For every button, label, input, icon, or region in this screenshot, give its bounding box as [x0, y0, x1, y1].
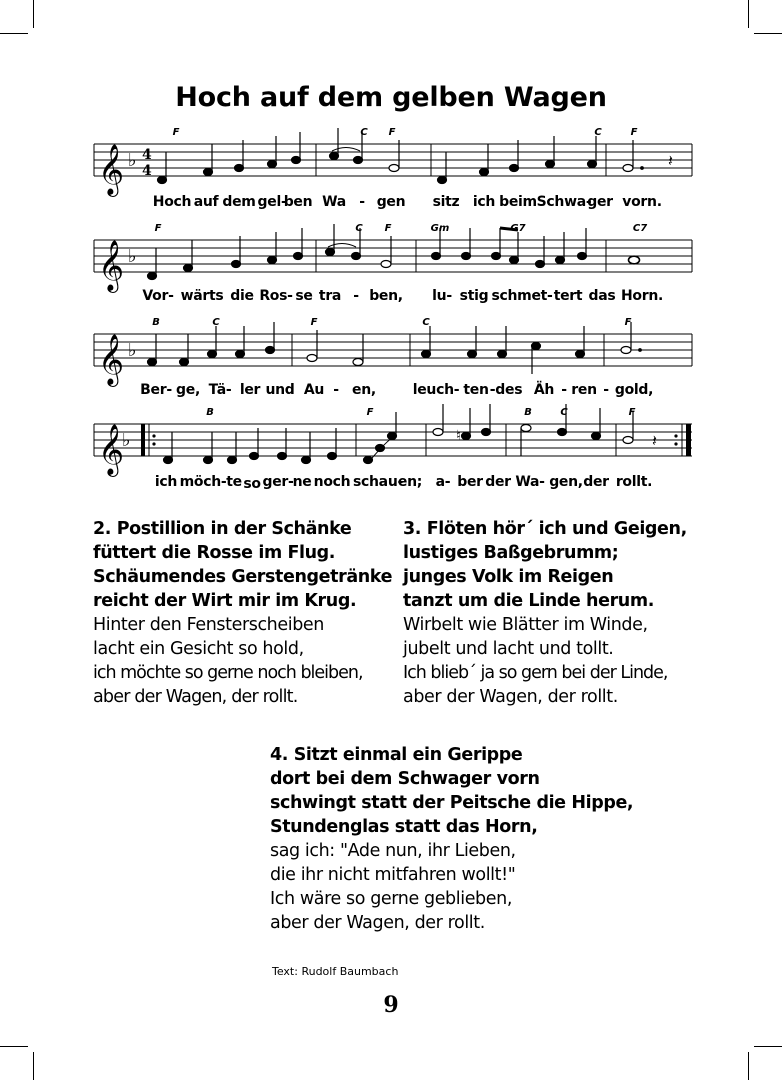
- verse-line: aber der Wagen, der rollt.: [93, 687, 298, 707]
- verse-line: aber der Wagen, der rollt.: [270, 913, 485, 933]
- svg-text:𝄞: 𝄞: [98, 424, 125, 475]
- lyric-syllable: Hoch: [152, 194, 192, 210]
- verse-line: ich möchte so gerne noch bleiben,: [93, 663, 363, 683]
- chord-symbol: F: [154, 223, 162, 234]
- lyric-syllable: dem: [222, 194, 256, 210]
- svg-text:𝄞: 𝄞: [98, 240, 125, 291]
- lyric-syllable: und: [265, 382, 295, 398]
- lyric-syllable: der: [485, 474, 511, 490]
- lyric-syllable: Wa-: [515, 474, 545, 490]
- svg-text:♭: ♭: [128, 340, 137, 361]
- chord-symbol: B: [206, 407, 214, 418]
- verse-line: reicht der Wirt mir im Krug.: [93, 591, 357, 611]
- crop-mark: [33, 1052, 34, 1080]
- chord-symbol: F: [310, 317, 318, 328]
- crop-mark: [33, 0, 34, 28]
- lyric-syllable: Ber-: [140, 382, 172, 398]
- svg-text:𝄽: 𝄽: [652, 431, 657, 450]
- lyric-syllable: Au: [303, 382, 325, 398]
- lyric-syllable: wärts: [180, 288, 224, 304]
- chord-symbol: F: [630, 127, 638, 138]
- lyric-syllable: tert: [553, 288, 583, 304]
- lyric-syllable: so: [243, 476, 261, 492]
- chord-symbol: Gm: [430, 223, 450, 234]
- lyric-syllable: ler: [239, 382, 261, 398]
- chord-symbol: C: [560, 407, 568, 418]
- verse-line: sag ich: "Ade nun, ihr Lieben,: [270, 841, 516, 861]
- svg-text:4: 4: [142, 147, 152, 163]
- svg-text:𝄽: 𝄽: [668, 151, 673, 170]
- music-system-2: [86, 218, 700, 318]
- lyric-syllable: -: [603, 382, 609, 398]
- chord-symbol: C: [594, 127, 602, 138]
- chord-symbol: F: [624, 317, 632, 328]
- music-system-1: [86, 122, 700, 222]
- svg-text:𝄞: 𝄞: [98, 144, 125, 195]
- verse-2: [93, 517, 392, 709]
- lyric-syllable: a-: [435, 474, 451, 490]
- crop-mark: [754, 1046, 782, 1047]
- lyric-syllable: -: [353, 288, 359, 304]
- lyric-syllable: ten: [463, 382, 489, 398]
- verse-line: lustiges Baßgebrumm;: [403, 543, 619, 563]
- page-number: 9: [383, 992, 399, 1018]
- lyric-syllable: der: [583, 474, 609, 490]
- lyric-syllable: gen,: [549, 474, 583, 490]
- lyric-syllable: Wa: [322, 194, 346, 210]
- lyric-syllable: -des: [489, 382, 523, 398]
- crop-mark: [0, 33, 28, 34]
- verse-line: Ich wäre so gerne geblieben,: [270, 889, 512, 909]
- lyric-syllable: beim: [499, 194, 537, 210]
- chord-symbol: F: [384, 223, 392, 234]
- chord-symbol: C: [360, 127, 368, 138]
- lyric-syllable: sitz: [432, 194, 460, 210]
- verse-line: tanzt um die Linde herum.: [403, 591, 654, 611]
- svg-text:𝄞: 𝄞: [98, 334, 125, 385]
- lyric-syllable: noch: [313, 474, 351, 490]
- lyric-syllable: ger-: [262, 474, 294, 490]
- lyric-syllable: -: [359, 194, 365, 210]
- verse-line: Ich blieb´ ja so gern bei der Linde,: [403, 663, 668, 683]
- lyric-syllable: Tä-: [208, 382, 232, 398]
- chord-symbol: F: [388, 127, 396, 138]
- lyric-syllable: en;: [397, 474, 423, 490]
- verse-line: füttert die Rosse im Flug.: [93, 543, 336, 563]
- text-credit: Text: Rudolf Baumbach: [272, 965, 399, 978]
- verse-line: lacht ein Gesicht so hold,: [93, 639, 304, 659]
- verse-line: 4. Sitzt einmal ein Gerippe: [270, 745, 523, 765]
- lyric-syllable: -: [333, 382, 339, 398]
- verse-line: 2. Postillion in der Schänke: [93, 519, 352, 539]
- chord-symbol: B: [152, 317, 160, 328]
- crop-mark: [0, 1046, 28, 1047]
- crop-mark: [754, 33, 782, 34]
- crop-mark: [748, 0, 749, 28]
- lyric-syllable: ren: [571, 382, 597, 398]
- lyric-syllable: das: [588, 288, 616, 304]
- lyric-syllable: tra: [318, 288, 342, 304]
- music-system-4: [86, 402, 700, 502]
- chord-symbol: C: [422, 317, 430, 328]
- lyric-syllable: gen: [376, 194, 406, 210]
- verse-3: [403, 517, 687, 709]
- verse-line: junges Volk im Reigen: [403, 567, 614, 587]
- lyric-syllable: Horn.: [620, 288, 664, 304]
- lyric-syllable: schmet-: [491, 288, 553, 304]
- verse-4: [270, 743, 633, 935]
- lyric-syllable: Äh: [533, 382, 555, 398]
- verse-line: Stundenglas statt das Horn,: [270, 817, 538, 837]
- lyric-syllable: -: [561, 382, 567, 398]
- chord-symbol: C: [212, 317, 220, 328]
- chord-symbol: F: [172, 127, 180, 138]
- svg-text:♭: ♭: [122, 430, 131, 451]
- lyric-syllable: ich: [154, 474, 178, 490]
- svg-text:♭: ♭: [128, 150, 137, 171]
- lyric-syllable: te: [226, 474, 242, 490]
- lyric-syllable: rollt.: [615, 474, 653, 490]
- lyric-syllable: ben: [283, 194, 313, 210]
- lyric-syllable: leuch-: [412, 382, 460, 398]
- lyric-syllable: lu-: [432, 288, 452, 304]
- lyric-syllable: schau-: [352, 474, 404, 490]
- lyric-syllable: ne: [292, 474, 312, 490]
- lyric-syllable: en,: [352, 382, 376, 398]
- verse-line: jubelt und lacht und tollt.: [403, 639, 614, 659]
- lyric-syllable: gel-: [257, 194, 287, 210]
- lyric-syllable: Vor-: [142, 288, 174, 304]
- lyric-syllable: vorn.: [622, 194, 662, 210]
- lyric-syllable: ich: [472, 194, 496, 210]
- svg-text:♮: ♮: [456, 428, 462, 444]
- chord-symbol: B: [524, 407, 532, 418]
- verse-line: die ihr nicht mitfahren wollt!": [270, 865, 516, 885]
- verse-line: aber der Wagen, der rollt.: [403, 687, 618, 707]
- music-system-3: [86, 312, 700, 412]
- lyric-syllable: ber: [457, 474, 483, 490]
- verse-line: dort bei dem Schwager vorn: [270, 769, 540, 789]
- chord-symbol: C: [355, 223, 363, 234]
- lyric-syllable: Ros-: [259, 288, 293, 304]
- verse-line: schwingt statt der Peitsche die Hippe,: [270, 793, 634, 813]
- chord-symbol: C7: [632, 223, 648, 234]
- verse-line: 3. Flöten hör´ ich und Geigen,: [403, 519, 687, 539]
- crop-mark: [748, 1052, 749, 1080]
- svg-text:4: 4: [142, 163, 152, 179]
- lyric-syllable: stig: [459, 288, 489, 304]
- verse-line: Schäumendes Gerstengetränke: [93, 567, 393, 587]
- chord-symbol: G7: [510, 223, 526, 234]
- lyric-syllable: Schwa-: [536, 194, 592, 210]
- verse-line: Hinter den Fensterscheiben: [93, 615, 324, 635]
- chord-symbol: F: [628, 407, 636, 418]
- lyric-syllable: ger: [587, 194, 613, 210]
- song-title: Hoch auf dem gelben Wagen: [175, 82, 607, 113]
- lyric-syllable: möch-: [179, 474, 227, 490]
- chord-symbol: F: [366, 407, 374, 418]
- lyric-syllable: gold,: [614, 382, 654, 398]
- lyric-syllable: se: [295, 288, 313, 304]
- lyric-syllable: die: [230, 288, 254, 304]
- svg-text:♭: ♭: [128, 246, 137, 267]
- lyric-syllable: ben,: [369, 288, 403, 304]
- verse-line: Wirbelt wie Blätter im Winde,: [403, 615, 648, 635]
- lyric-syllable: auf: [193, 194, 219, 210]
- lyric-syllable: ge,: [176, 382, 200, 398]
